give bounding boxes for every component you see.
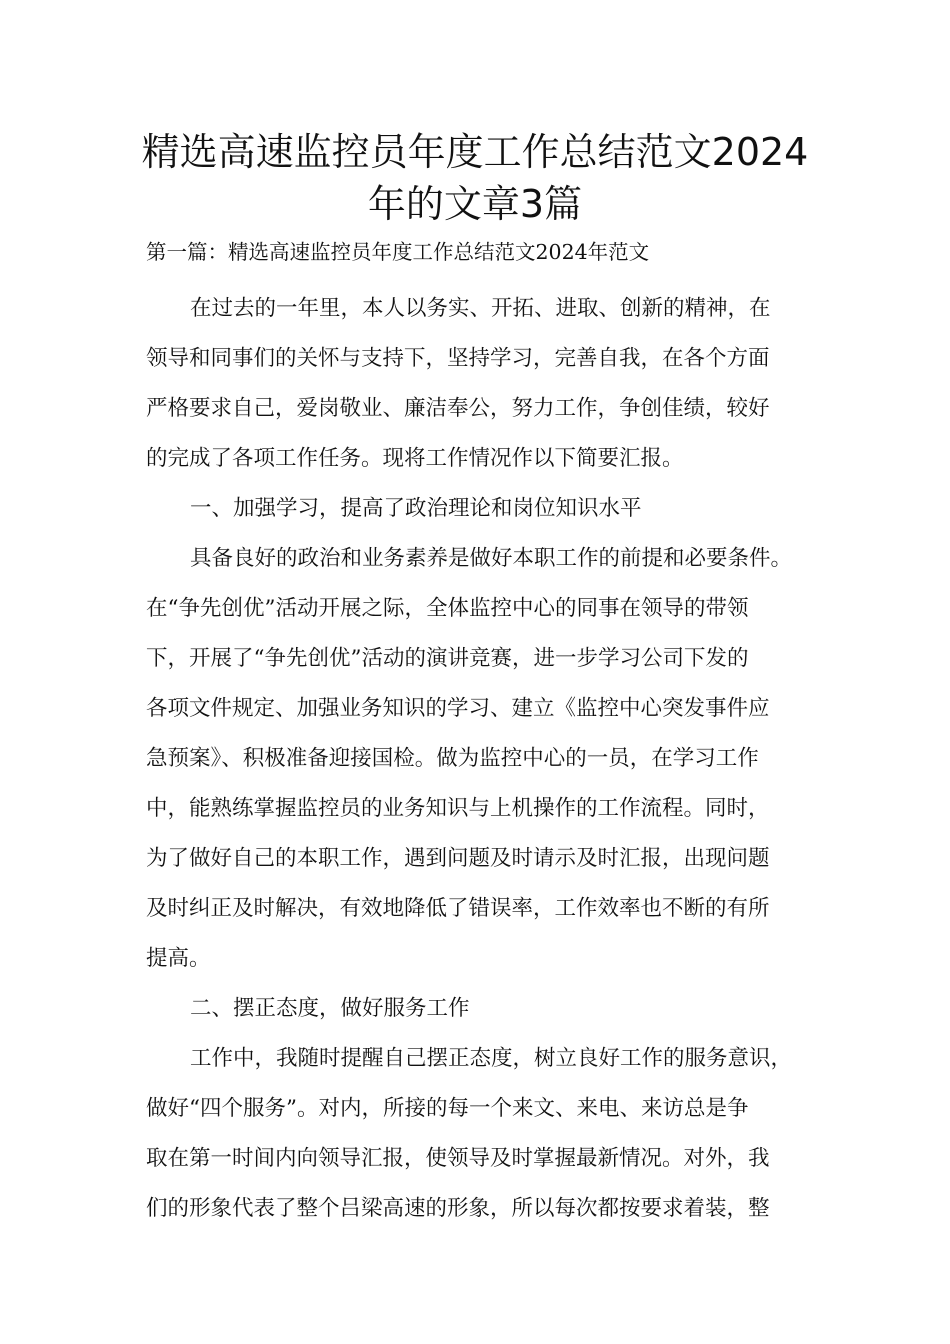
title-line-1: 精选高速监控员年度工作总结范文2024	[141, 130, 809, 174]
paragraph-line: 提高。	[146, 946, 211, 971]
paragraph-line: 领导和同事们的关怀与支持下，坚持学习，完善自我，在各个方面	[146, 346, 770, 371]
document-body	[146, 284, 810, 1234]
title-line-2: 年的文章3篇	[367, 182, 583, 226]
paragraph-line: 做好“四个服务”。对内，所接的每一个来文、来电、来访总是争	[146, 1096, 749, 1121]
paragraph-line: 在“争先创优”活动开展之际，全体监控中心的同事在领导的带领	[146, 596, 749, 621]
paragraph-line: 工作中，我随时提醒自己摆正态度，树立良好工作的服务意识，	[190, 1046, 793, 1071]
paragraph-line: 们的形象代表了整个吕梁高速的形象，所以每次都按要求着装，整	[146, 1196, 770, 1221]
paragraph-line: 取在第一时间内向领导汇报，使领导及时掌握最新情况。对外，我	[146, 1146, 770, 1171]
paragraph-line: 及时纠正及时解决，有效地降低了错误率，工作效率也不断的有所	[146, 896, 770, 921]
paragraph-line: 的完成了各项工作任务。现将工作情况作以下简要汇报。	[146, 446, 684, 471]
paragraph-line: 在过去的一年里，本人以务实、开拓、进取、创新的精神，在	[190, 296, 771, 321]
paragraph-line: 具备良好的政治和业务素养是做好本职工作的前提和必要条件。	[190, 546, 793, 571]
document-title	[100, 126, 850, 230]
subheading-line: 二、摆正态度，做好服务工作	[190, 996, 470, 1021]
paragraph-line: 严格要求自己，爱岗敬业、廉洁奉公，努力工作，争创佳绩，较好	[146, 396, 770, 421]
paragraph-line: 中，能熟练掌握监控员的业务知识与上机操作的工作流程。同时，	[146, 796, 770, 821]
paragraph-line: 为了做好自己的本职工作，遇到问题及时请示及时汇报，出现问题	[146, 846, 770, 871]
paragraph-line: 各项文件规定、加强业务知识的学习、建立《监控中心突发事件应	[146, 696, 770, 721]
section-heading: 第一篇：精选高速监控员年度工作总结范文2024年范文	[146, 240, 650, 264]
paragraph-line: 急预案》、积极准备迎接国检。做为监控中心的一员，在学习工作	[146, 746, 759, 771]
subheading-line: 一、加强学习，提高了政治理论和岗位知识水平	[190, 496, 642, 521]
paragraph-line: 下，开展了“争先创优”活动的演讲竞赛，进一步学习公司下发的	[146, 646, 749, 671]
